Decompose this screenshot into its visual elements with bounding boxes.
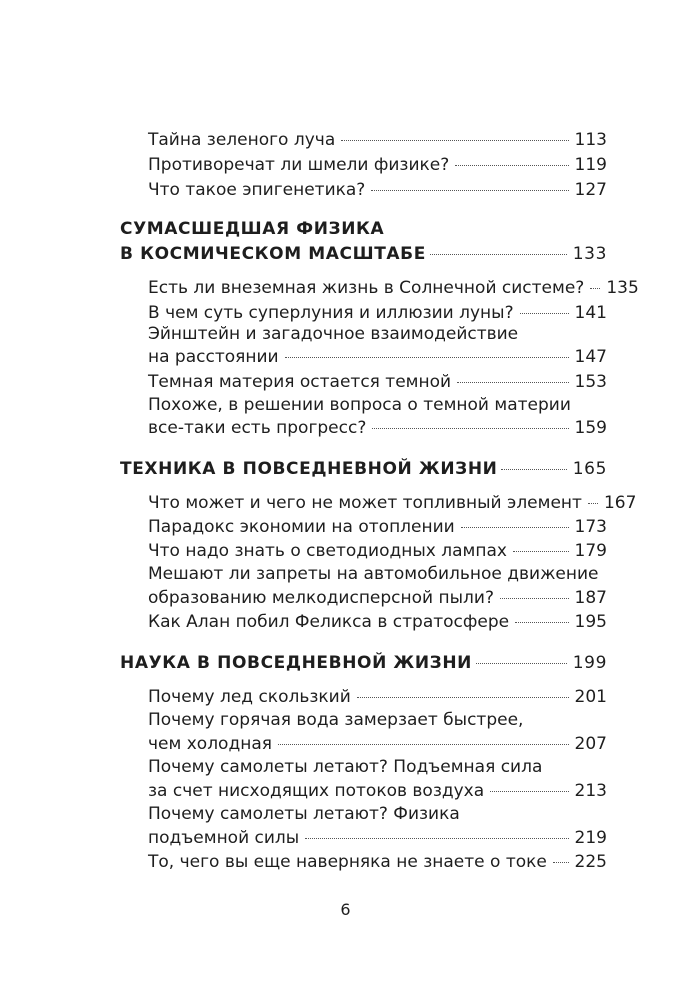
- dot-leader: [590, 288, 600, 289]
- toc-entry[interactable]: [148, 179, 607, 201]
- toc-entry-title-line2: за счет нисходящих потоков воздуха: [148, 781, 485, 801]
- toc-entry[interactable]: [148, 492, 637, 514]
- section-title: ТЕХНИКА В ПОВСЕДНЕВНОЙ ЖИЗНИ: [120, 459, 498, 479]
- dot-leader: [500, 598, 569, 599]
- toc-section[interactable]: [120, 243, 607, 265]
- toc-entry-title: Что такое эпигенетика?: [148, 180, 366, 200]
- dot-leader: [357, 697, 569, 698]
- toc-entry-title: Что надо знать о светодиодных лампах: [148, 541, 507, 561]
- toc-entry-title: Есть ли внеземная жизнь в Солнечной системе?: [148, 278, 585, 298]
- toc-entry-title-line2: чем холодная: [148, 734, 272, 754]
- toc-entry[interactable]: [148, 302, 607, 324]
- toc-entry-page: 127: [574, 180, 607, 200]
- toc-entry[interactable]: [148, 686, 607, 708]
- toc-entry[interactable]: [148, 540, 607, 562]
- toc-entry[interactable]: [148, 516, 607, 538]
- toc-section-page: 133: [572, 244, 607, 264]
- toc-entry-page: 173: [574, 517, 607, 537]
- toc-entry-title-line2: подъемной силы: [148, 828, 300, 848]
- toc-section[interactable]: [120, 458, 607, 480]
- toc-section-page: 199: [572, 653, 607, 673]
- dot-leader: [430, 254, 567, 255]
- toc-entry-title-line1: Эйнштейн и загадочное взаимодействие: [148, 324, 519, 344]
- toc-entry-title: Что может и чего не может топливный элемент: [148, 493, 582, 513]
- toc-entry-page: 119: [574, 155, 607, 175]
- page-number: 6: [340, 900, 351, 919]
- dot-leader: [553, 862, 569, 863]
- dot-leader: [341, 140, 568, 141]
- dot-leader: [490, 791, 568, 792]
- section-title: НАУКА В ПОВСЕДНЕВНОЙ ЖИЗНИ: [120, 653, 472, 673]
- toc-entry-page: 213: [574, 781, 607, 801]
- dot-leader: [520, 313, 569, 314]
- dot-leader: [515, 622, 568, 623]
- toc-entry[interactable]: [148, 827, 607, 849]
- toc-entry-page: 219: [574, 828, 607, 848]
- toc-entry-title: В чем суть суперлуния и иллюзии луны?: [148, 303, 514, 323]
- toc-entry-title-line1: Почему горячая вода замерзает быстрее,: [148, 710, 524, 730]
- toc-entry-page: 113: [574, 130, 607, 150]
- toc-entry[interactable]: [148, 611, 607, 633]
- toc-entry-page: 225: [574, 852, 607, 872]
- toc-entry-page: 179: [574, 541, 607, 561]
- dot-leader: [285, 357, 569, 358]
- toc-section[interactable]: [120, 652, 607, 674]
- toc-entry-title-line1: Похоже, в решении вопроса о темной материи: [148, 395, 571, 415]
- toc-entry-page: 167: [603, 493, 637, 513]
- dot-leader: [371, 190, 568, 191]
- dot-leader: [588, 503, 598, 504]
- toc-entry-title: Почему лед скользкий: [148, 687, 351, 707]
- toc-entry-page: 147: [574, 347, 607, 367]
- dot-leader: [278, 744, 569, 745]
- toc-entry[interactable]: [148, 587, 607, 609]
- toc-entry[interactable]: [148, 733, 607, 755]
- toc-entry-page: 135: [606, 278, 639, 298]
- toc-entry[interactable]: [148, 154, 607, 176]
- toc-entry-page: 159: [574, 418, 607, 438]
- toc-entry-title-line2: все-таки есть прогресс?: [148, 418, 367, 438]
- toc-entry-title-line1: Мешают ли запреты на автомобильное движение: [148, 564, 599, 584]
- toc-entry-title: Противоречат ли шмели физике?: [148, 155, 450, 175]
- toc-entry[interactable]: [148, 129, 607, 151]
- toc-entry[interactable]: [148, 851, 607, 873]
- dot-leader: [457, 382, 568, 383]
- section-title-line2: В КОСМИЧЕСКОМ МАСШТАБЕ: [120, 244, 426, 264]
- toc-entry-page: 195: [574, 612, 607, 632]
- toc-entry-page: 207: [574, 734, 607, 754]
- toc-entry-title-line1: Почему самолеты летают? Физика: [148, 804, 460, 824]
- toc-entry[interactable]: [148, 277, 639, 299]
- dot-leader: [455, 165, 568, 166]
- toc-entry-page: 201: [574, 687, 607, 707]
- toc-entry[interactable]: [148, 371, 607, 393]
- toc-entry[interactable]: [148, 346, 607, 368]
- toc-entry-page: 187: [574, 588, 607, 608]
- dot-leader: [513, 551, 569, 552]
- dot-leader: [305, 838, 568, 839]
- section-title-line1: СУМАСШЕДШАЯ ФИЗИКА: [120, 219, 385, 239]
- toc-section-page: 165: [572, 459, 607, 479]
- toc-entry-page: 153: [574, 372, 607, 392]
- toc-entry-title: Как Алан побил Феликса в стратосфере: [148, 612, 510, 632]
- toc-entry[interactable]: [148, 780, 607, 802]
- toc-entry[interactable]: [148, 417, 607, 439]
- toc-entry-title: Темная материя остается темной: [148, 372, 452, 392]
- dot-leader: [461, 527, 569, 528]
- toc-entry-title-line1: Почему самолеты летают? Подъемная сила: [148, 757, 543, 777]
- toc-entry-page: 141: [574, 303, 607, 323]
- toc-entry-title-line2: на расстоянии: [148, 347, 279, 367]
- dot-leader: [501, 469, 566, 470]
- toc-entry-title: То, чего вы еще наверняка не знаете о токе: [148, 852, 547, 872]
- dot-leader: [476, 663, 567, 664]
- toc-entry-title: Парадокс экономии на отоплении: [148, 517, 455, 537]
- toc-entry-title: Тайна зеленого луча: [148, 130, 336, 150]
- toc-entry-title-line2: образованию мелкодисперсной пыли?: [148, 588, 494, 608]
- dot-leader: [372, 428, 568, 429]
